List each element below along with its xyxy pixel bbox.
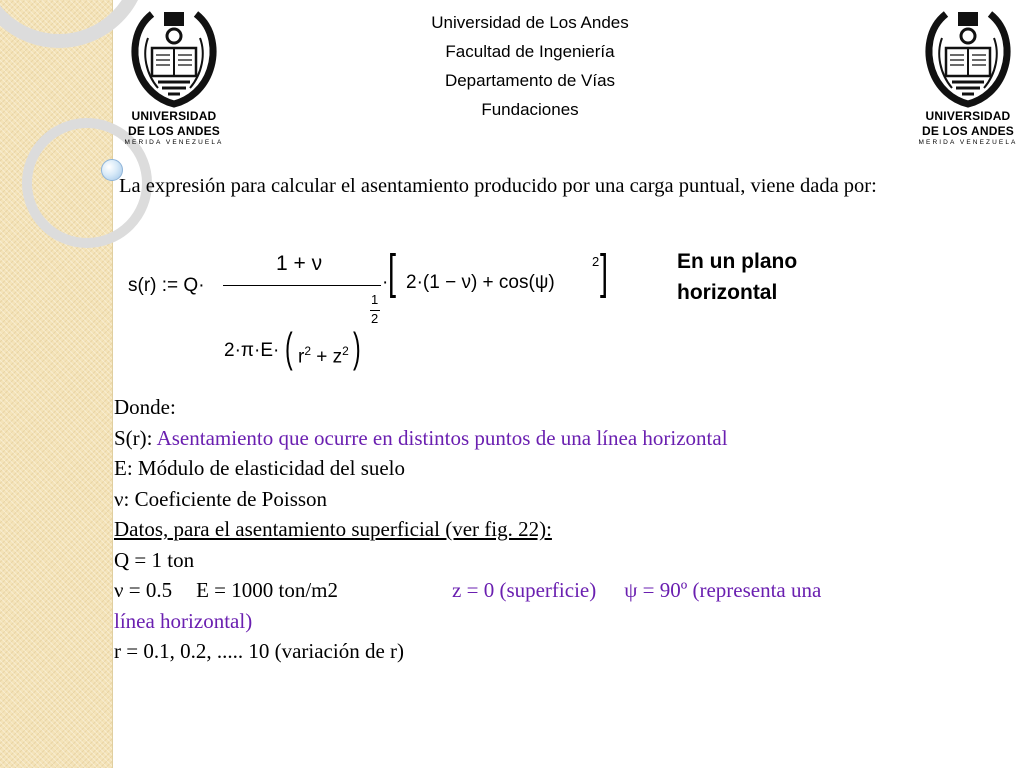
q-value: Q = 1 ton <box>114 547 195 572</box>
formula-den-r: r <box>298 346 305 368</box>
university-seal-icon <box>128 8 220 108</box>
formula-den-inner <box>298 344 349 368</box>
logo-name-line2: DE LOS ANDES <box>922 124 1014 138</box>
formula-bracket-left: [ <box>388 246 397 299</box>
nu-value: ν = 0.5 <box>114 578 173 602</box>
header-faculty: Facultad de Ingeniería <box>445 42 615 61</box>
formula-paren-right: ) <box>353 324 361 371</box>
university-seal-icon <box>922 8 1014 108</box>
slide-header <box>330 8 730 124</box>
formula-den-rest: + z <box>311 346 343 368</box>
university-logo-left <box>124 8 224 146</box>
formula-paren-left: ( <box>285 324 293 371</box>
horizontal-plane-note <box>677 246 857 308</box>
nu-definition: ν: Coeficiente de Poisson <box>114 486 328 511</box>
s-definition <box>114 423 988 454</box>
datos-heading: Datos, para el asentamiento superficial (ver fig. 22): <box>114 517 552 541</box>
s-description: Asentamiento que ocurre en distintos puntos de una línea horizontal <box>156 425 728 450</box>
side-note-line1: En un plano <box>677 250 798 273</box>
parameters-line <box>114 575 988 606</box>
psi-continuation: línea horizontal) <box>114 608 253 633</box>
formula-den-exp: 2 <box>304 344 312 358</box>
formula-den-exp2: 2 <box>342 344 349 358</box>
logo-name-line2: DE LOS ANDES <box>128 124 220 138</box>
formula-denominator: 2·π·E· <box>224 340 280 361</box>
formula-lhs: s(r) := Q· <box>128 275 205 296</box>
logo-name-line1: UNIVERSIDAD <box>131 109 217 123</box>
e-value: E = 1000 ton/m2 <box>196 578 339 602</box>
s-label: S(r): <box>114 425 157 450</box>
formula-dot: · <box>382 272 389 293</box>
university-logo-right <box>918 8 1018 146</box>
header-university: Universidad de Los Andes <box>431 13 629 32</box>
side-note-line2: horizontal <box>677 281 778 304</box>
formula-bracket-right: ] <box>600 246 609 299</box>
donde-label: Donde: <box>114 395 176 419</box>
formula-numerator: 1 + ν <box>276 252 323 275</box>
settlement-formula <box>128 248 628 370</box>
header-department: Departamento de Vías <box>444 71 616 90</box>
definitions-block <box>114 392 988 667</box>
formula-half-denominator: 2 <box>371 311 379 326</box>
e-definition: E: Módulo de elasticidad del suelo <box>114 456 406 480</box>
psi-value: ψ = 90º (representa una <box>624 578 822 602</box>
z-value: z = 0 (superficie) <box>452 578 597 602</box>
decorative-sidebar <box>0 0 113 768</box>
header-course: Fundaciones <box>481 100 579 119</box>
intro-paragraph: La expresión para calcular el asentamiento producido por una carga puntual, viene dada por: <box>119 175 877 197</box>
logo-name-line1: UNIVERSIDAD <box>925 109 1011 123</box>
formula-fraction-bar <box>223 285 381 286</box>
formula-bracket-body: 2·(1 − ν) + cos(ψ) <box>406 272 555 293</box>
logo-city: MERIDA VENEZUELA <box>124 139 224 146</box>
formula-exponent: 2 <box>592 254 600 269</box>
formula-half-numerator: 1 <box>371 292 379 307</box>
r-values: r = 0.1, 0.2, ..... 10 (variación de r) <box>114 639 405 663</box>
logo-city: MERIDA VENEZUELA <box>918 139 1018 146</box>
